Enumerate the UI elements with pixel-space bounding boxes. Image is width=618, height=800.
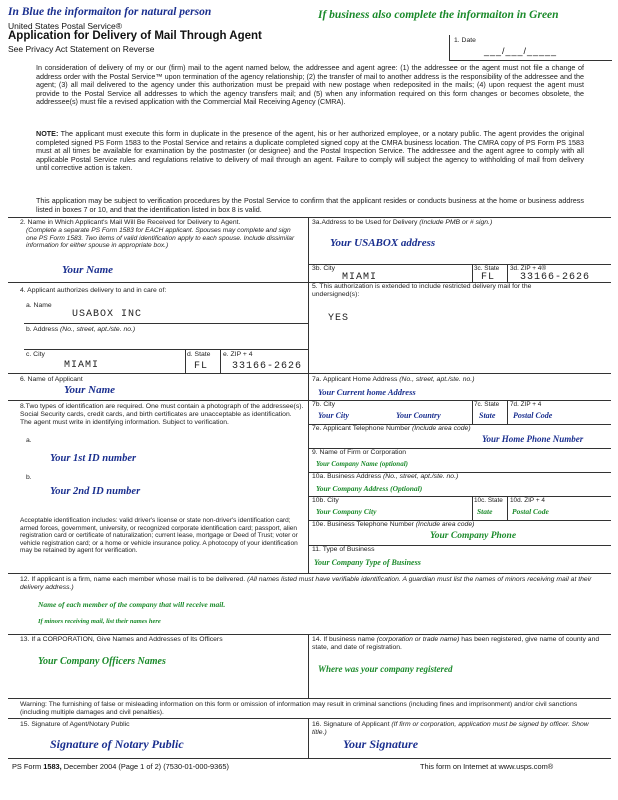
field-7e-hint: (Include area code)	[412, 425, 471, 432]
field-15-value[interactable]: Signature of Notary Public	[50, 737, 184, 751]
field-4c-value[interactable]: MIAMI	[64, 360, 100, 371]
verification-paragraph: This application may be subject to verification procedures by the Postal Service to confirm that the applicant resides or conducts business at the home or business address listed in boxes 7 or 10, and that the identification listed in box 8 is valid.	[36, 196, 584, 214]
field-16-label: 16. Signature of Applicant (If firm or corporation, application must be signed by officer. Show title.)	[312, 721, 589, 736]
field-3a-value[interactable]: Your USABOX address	[330, 237, 436, 249]
footer-form-id: PS Form 1583, December 2004 (Page 1 of 2) (7530-01-000-9365)	[12, 762, 229, 771]
field-7d-value[interactable]: Postal Code	[513, 411, 553, 420]
field-4e-value[interactable]: 33166-2626	[232, 361, 303, 372]
field-10a-label: 10a. Business Address (No., street, apt./ste. no.)	[312, 473, 459, 480]
field-4-label: 4. Applicant authorizes delivery to and in care of:	[20, 287, 167, 294]
field-13-label: 13. If a CORPORATION, Give Names and Addresses of Its Officers	[20, 636, 223, 643]
acceptable-id-text: Acceptable identification includes: valid driver's license or state non-driver's identification card; armed forces, government, university, or recognized corporate identification card; passport, alien registration card or certificate of naturalization; current lease, mortgage or Deed of Trust; voter or vehicle registration card; or a home or vehicle insurance policy. A photocopy of your identification may be retained by agent for verification.	[20, 517, 298, 555]
field-15-label: 15. Signature of Agent/Notary Public	[20, 721, 130, 728]
field-4b-label: b. Address (No., street, apt./ste. no.)	[26, 326, 136, 333]
field-8a-label: a.	[26, 437, 32, 444]
field-4d-value[interactable]: FL	[194, 361, 209, 372]
field-12-hint: (All names listed must have verifiable identification. A guardian must list the names of minors receiving mail at their delivery address.)	[20, 576, 592, 591]
field-10a-hint: (No., street, apt./ste. no.)	[383, 473, 459, 480]
form-subtitle: See Privacy Act Statement on Reverse	[8, 44, 155, 54]
field-7a-label: 7a. Applicant Home Address (No., street, apt./ste. no.)	[312, 376, 475, 383]
field-7a-value[interactable]: Your Current home Address	[318, 387, 416, 397]
field-7b-city-value[interactable]: Your City	[318, 411, 349, 420]
grid-top-line	[8, 217, 611, 218]
field-14-label: 14. If business name (corporation or trade name) has been registered, give name of county and state, and date of registration.	[312, 636, 600, 651]
field-3c-value[interactable]: FL	[481, 272, 496, 283]
field-10c-value[interactable]: State	[477, 507, 493, 516]
field-10b-value[interactable]: Your Company City	[316, 507, 377, 516]
field-7e-value[interactable]: Your Home Phone Number	[482, 434, 584, 444]
note-paragraph	[36, 130, 584, 173]
field-10b-label: 10b. City	[312, 497, 339, 504]
field-16-hint: (If firm or corporation, application must be signed by officer. Show title.)	[312, 721, 589, 736]
field-4d-label: d. State	[187, 351, 211, 358]
annotation-blue: In Blue the informaiton for natural person	[8, 6, 212, 18]
field-6-label: 6. Name of Applicant	[20, 376, 83, 383]
field-4a-value[interactable]: USABOX INC	[72, 309, 143, 320]
field-7a-hint: (No., street, apt./ste. no.)	[399, 376, 475, 383]
field-4a-label: a. Name	[26, 302, 52, 309]
form-title: Application for Delivery of Mail Through Agent	[8, 30, 262, 42]
field-7c-label: 7c. State	[474, 401, 500, 408]
field-12-value-minors[interactable]: If minors receiving mail, list their names here	[38, 618, 161, 625]
field-10d-label: 10d. ZIP + 4	[510, 497, 545, 504]
field-4e-label: e. ZIP + 4	[223, 351, 253, 358]
field-7b-country-value[interactable]: Your Country	[396, 411, 441, 420]
field-6-value[interactable]: Your Name	[64, 384, 116, 396]
field-8b-value[interactable]: Your 2nd ID number	[50, 486, 141, 497]
field-5-value[interactable]: YES	[328, 313, 350, 324]
footer-website: This form on Internet at www.usps.com®	[420, 762, 554, 771]
field-3a-label: 3a.Address to be Used for Delivery (Include PMB or # sign.)	[312, 219, 493, 226]
field-8b-label: b.	[26, 474, 32, 481]
field-14-hint: (corporation or trade name)	[376, 636, 460, 643]
field-10e-label: 10e. Business Telephone Number (Include area code)	[312, 521, 475, 528]
date-value: ___/___/_____	[484, 46, 558, 56]
field-3d-value[interactable]: 33166-2626	[520, 272, 591, 283]
field-11-label: 11. Type of Business	[312, 546, 375, 553]
date-box[interactable]	[449, 35, 612, 61]
field-7c-value[interactable]: State	[479, 411, 496, 420]
note-text: The applicant must execute this form in duplicate in the presence of the agent, his or her authorized employee, or a notary public. The agent provides the original completed signed PS Form 1583 to the Postal Service and retains a duplicate completed signed copy at the CMRA business location. The CMRA copy of PS Form PS 1583 must at all times be available for examination by the postmaster (or designee) and the Postal Inspection Service. The addressee and the agent agree to comply with all applicable Postal Service rules and regulations relative to delivery of mail through an agent. Failure to comply will subject the agency to withholding of mail from delivery until corrective action is taken.	[36, 129, 584, 173]
field-4c-label: c. City	[26, 351, 45, 358]
field-9-label: 9. Name of Firm or Corporation	[312, 449, 407, 456]
warning-text: Warning: The furnishing of false or misleading information on this form or omission of information may result in criminal sanctions (including fines and imprisonment) and/or civil sanctions (including multiple damages and civil penalties).	[20, 701, 578, 716]
field-2-hint: (Complete a separate PS Form 1583 for EACH applicant. Spouses may complete and sign one PS Form 1583. Two items of valid identification apply to each spouse. Include dissimilar information for either spouse in appropriate box.)	[26, 227, 295, 250]
note-label: NOTE:	[36, 129, 59, 138]
field-2-value[interactable]: Your Name	[62, 264, 114, 276]
field-7e-label: 7e. Applicant Telephone Number (Include area code)	[312, 425, 471, 432]
date-label: 1. Date	[454, 37, 476, 44]
field-12-label: 12. If applicant is a firm, name each member whose mail is to be delivered. (All names listed must have verifiable identification. A guardian must list the names of minors receiving mail at their delivery address.)	[20, 576, 592, 591]
field-10c-label: 10c. State	[474, 497, 503, 504]
field-3b-value[interactable]: MIAMI	[342, 272, 378, 283]
field-7d-label: 7d. ZIP + 4	[510, 401, 542, 408]
field-8-label: 8.Two types of identification are required. One must contain a photograph of the addressee(s). Social Security cards, credit cards, and birth certificates are unacceptable as identification. The agent must write in identifying information. Subject to verification.	[20, 403, 304, 426]
field-10a-value[interactable]: Your Company Address (Optional)	[316, 484, 423, 493]
intro-paragraph: In consideration of delivery of my or our (firm) mail to the agent named below, the addressee and agent agree: (1) the addressee or the agent must not file a change of address order with the Postal Service™ upon termination of the agency relationship; (2) the transfer of mail to another address is the responsibility of the addressee and the agent; (3) all mail delivered to the agency under this authorization must be prepaid with new postage when redeposited in the mails; (4) upon request the agent must provide to the Postal Service all addresses to which the agency transfers mail; and (5) when any information required on this form changes or becomes obsolete, the addressee(s) must file a revised application with the Commercial Mail Receiving Agency (CMRA).	[36, 63, 584, 107]
field-7b-label: 7b. City	[312, 401, 336, 408]
field-10d-value[interactable]: Postal Code	[512, 507, 549, 516]
field-5-label: 5. This authorization is extended to include restricted delivery mail for the undersigned(s):	[312, 283, 532, 298]
field-16-value[interactable]: Your Signature	[343, 737, 419, 751]
field-3d-label: 3d. ZIP + 4®	[510, 265, 547, 272]
agency-name: United States Postal Service®	[8, 21, 122, 31]
field-3a-hint: (Include PMB or # sign.)	[419, 219, 493, 226]
field-14-value[interactable]: Where was your company registered	[318, 664, 453, 674]
field-4b-hint: (No., street, apt./ste. no.)	[60, 326, 136, 333]
field-10e-value[interactable]: Your Company Phone	[430, 531, 517, 541]
field-13-value[interactable]: Your Company Officers Names	[38, 656, 166, 667]
field-10e-hint: (Include area code)	[415, 521, 475, 528]
field-12-value-members[interactable]: Name of each member of the company that will receive mail.	[38, 600, 226, 609]
field-8a-value[interactable]: Your 1st ID number	[50, 453, 137, 464]
field-3c-label: 3c. State	[474, 265, 500, 272]
field-3b-label: 3b. City	[312, 265, 336, 272]
field-11-value[interactable]: Your Company Type of Business	[314, 558, 421, 567]
field-2-label: 2. Name in Which Applicant's Mail Will Be Received for Delivery to Agent.	[20, 219, 241, 226]
field-9-value[interactable]: Your Company Name (optional)	[316, 460, 408, 468]
annotation-green: If business also complete the informaiton in Green	[318, 9, 559, 21]
